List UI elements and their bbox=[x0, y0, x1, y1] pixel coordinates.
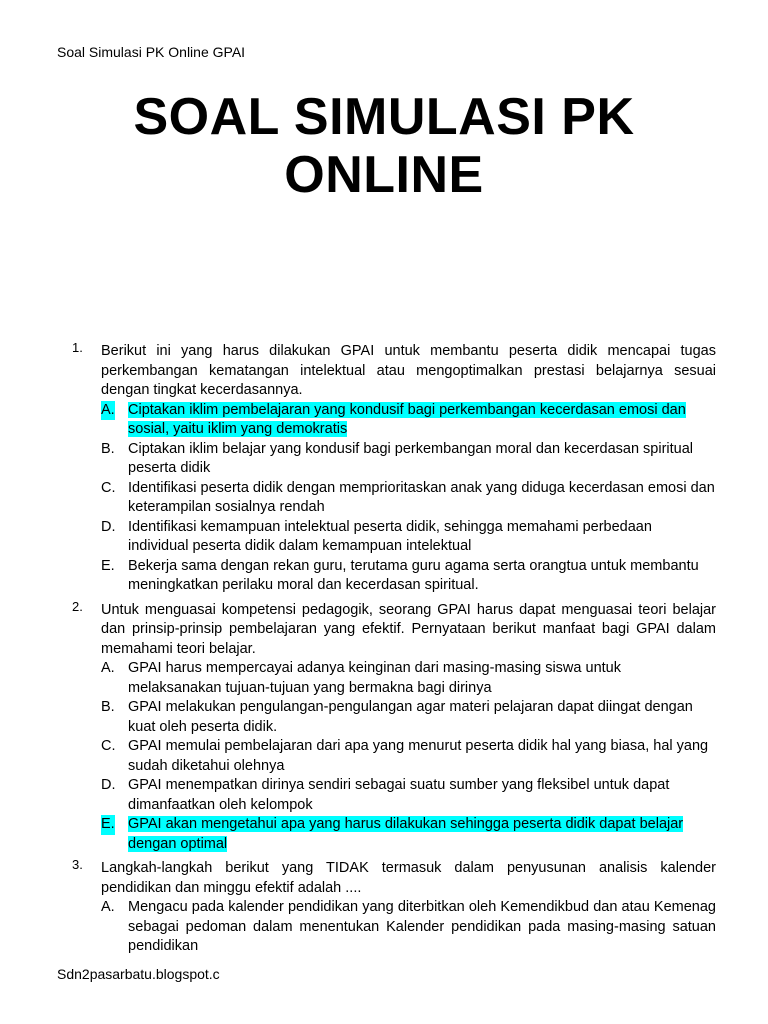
option-letter: A. bbox=[101, 401, 115, 421]
option-text: Bekerja sama dengan rekan guru, terutama guru agama serta orangtua untuk membantu meningkatkan perilaku moral dan kecerdasan spiritual. bbox=[128, 557, 699, 593]
option-text: GPAI memulai pembelajaran dari apa yang menurut peserta didik hal yang biasa, hal yang sudah diketahui olehnya bbox=[128, 738, 709, 774]
option-text: Identifikasi peserta didik dengan memprioritaskan anak yang diduga kecerdasan emosi dan keterampilan sosialnya rendah bbox=[128, 479, 715, 515]
option-text: GPAI akan mengetahui apa yang harus dilakukan sehingga peserta didik dapat belajar dengan optimal bbox=[128, 816, 684, 852]
option-letter: E. bbox=[101, 557, 115, 574]
option-list bbox=[72, 659, 716, 854]
option-b bbox=[101, 440, 716, 479]
option-text: Ciptakan iklim pembelajaran yang kondusif bagi perkembangan kecerdasan emosi dan sosial, yaitu iklim yang demokratis bbox=[128, 401, 686, 437]
title-line-1: SOAL SIMULASI PK bbox=[133, 88, 635, 146]
option-letter: C. bbox=[101, 479, 116, 496]
option-letter: D. bbox=[101, 777, 116, 793]
title-line-2: ONLINE bbox=[284, 146, 484, 204]
option-text: Mengacu pada kalender pendidikan yang diterbitkan oleh Kemendikbud dan atau Kemenag sebagai pedoman dalam menentukan Kalender pendidikan pada masing-masing satuan pendidikan bbox=[128, 899, 716, 954]
option-e bbox=[101, 557, 716, 596]
option-text: Ciptakan iklim belajar yang kondusif bagi perkembangan moral dan kecerdasan spiritual peserta didik bbox=[128, 440, 694, 476]
question-list bbox=[72, 342, 716, 962]
option-a bbox=[101, 898, 716, 957]
option-text: GPAI menempatkan dirinya sendiri sebagai suatu sumber yang fleksibel untuk dapat dimanfaatkan oleh kelompok bbox=[128, 777, 670, 813]
question-number: 2. bbox=[72, 598, 83, 614]
question-2 bbox=[72, 598, 716, 855]
option-e bbox=[101, 815, 716, 854]
question-3 bbox=[72, 859, 716, 957]
option-list bbox=[72, 898, 716, 957]
question-number: 3. bbox=[72, 857, 83, 872]
page-footer: Sdn2pasarbatu.blogspot.c bbox=[57, 966, 220, 982]
option-letter: A. bbox=[101, 660, 115, 676]
question-text: Berikut ini yang harus dilakukan GPAI untuk membantu peserta didik mencapai tugas perkembangan kematangan intelektual atau mengoptimalkan prestasi belajarnya sesuai dengan tingkat kecerdasannya. bbox=[101, 343, 716, 398]
option-text: GPAI harus mempercayai adanya keinginan dari masing-masing siswa untuk melaksanakan tujuan-tujuan yang bermakna bagi dirinya bbox=[128, 660, 621, 696]
document-title bbox=[0, 88, 768, 204]
option-letter: B. bbox=[101, 440, 115, 457]
question-text: Untuk menguasai kompetensi pedagogik, seorang GPAI harus dapat menguasai teori belajar dan prinsip-prinsip pembelajaran yang efektif. Pernyataan berikut manfaat bagi GPAI dalam memahami teori belajar. bbox=[101, 601, 716, 657]
option-d bbox=[101, 518, 716, 557]
option-letter: E. bbox=[101, 815, 115, 835]
option-text: GPAI melakukan pengulangan-pengulangan agar materi pelajaran dapat diingat dengan kuat oleh peserta didik. bbox=[128, 699, 693, 735]
option-c bbox=[101, 479, 716, 518]
option-text: Identifikasi kemampuan intelektual peserta didik, sehingga memahami perbedaan individual peserta didik dalam kemampuan intelektual bbox=[128, 518, 652, 554]
option-letter: C. bbox=[101, 738, 116, 754]
option-letter: D. bbox=[101, 518, 116, 535]
option-letter: A. bbox=[101, 899, 115, 915]
option-d bbox=[101, 776, 716, 815]
question-1 bbox=[72, 342, 716, 596]
question-number: 1. bbox=[72, 340, 83, 355]
option-list bbox=[72, 401, 716, 596]
page-header: Soal Simulasi PK Online GPAI bbox=[57, 44, 246, 60]
option-letter: B. bbox=[101, 699, 115, 715]
question-text: Langkah-langkah berikut yang TIDAK termasuk dalam penyusunan analisis kalender pendidikan dan minggu efektif adalah .... bbox=[101, 860, 716, 896]
option-c bbox=[101, 737, 716, 776]
option-a bbox=[101, 401, 716, 440]
option-a bbox=[101, 659, 716, 698]
option-b bbox=[101, 698, 716, 737]
